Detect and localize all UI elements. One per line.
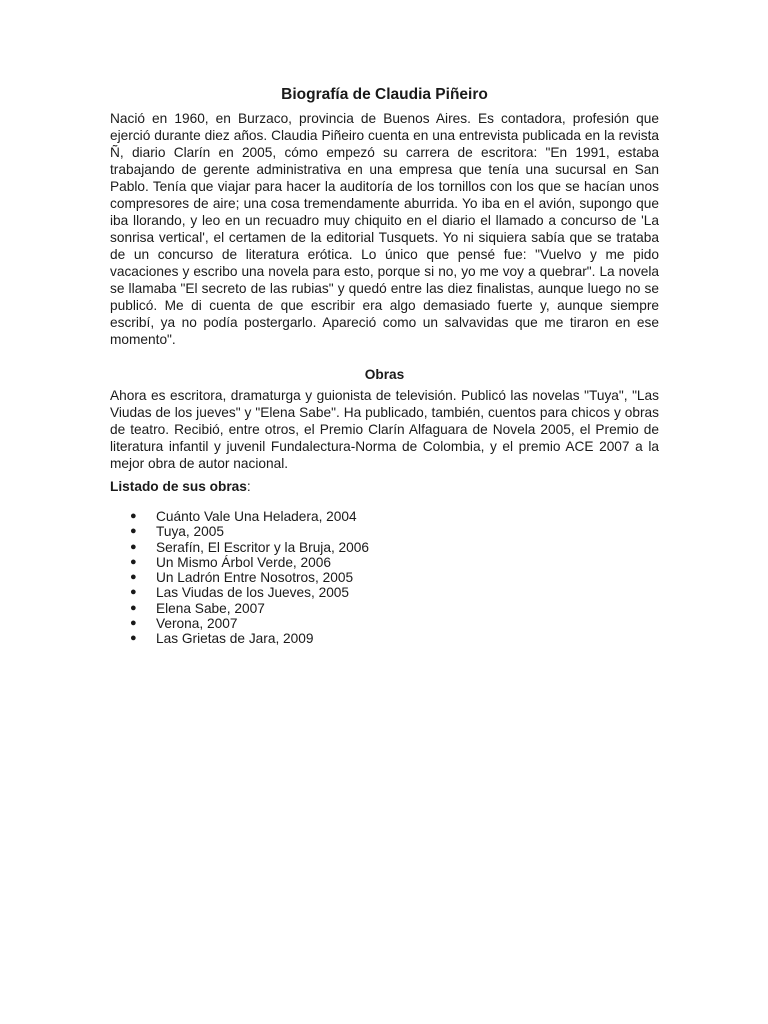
works-list-heading-label: Listado de sus obras [110, 479, 247, 494]
work-title: Las Grietas de Jara, 2009 [156, 631, 314, 647]
document-title: Biografía de Claudia Piñeiro [281, 86, 488, 103]
list-item [110, 524, 659, 539]
works-list-heading [110, 478, 659, 495]
list-item [110, 509, 659, 524]
work-title: Verona, 2007 [156, 616, 238, 632]
document-page [110, 86, 659, 647]
list-item [110, 585, 659, 600]
work-title: Serafín, El Escritor y la Bruja, 2006 [156, 539, 370, 555]
bullet-icon: ● [130, 571, 137, 584]
bullet-icon: ● [130, 617, 137, 630]
bullet-icon: ● [130, 510, 137, 522]
obras-paragraph: Ahora es escritora, dramaturga y guionista de televisión. Publicó las novelas "Tuya", "Las Viudas de los jueves" y "Elena Sabe". Ha publicado, también, cuentos para chicos y obras de teatro. Recibió, entre otros, el Premio Clarín Alfaguara de Novela 2005, el Premio de literatura infantil y juvenil Fundalectura-Norma de Colombia, y el premio ACE 2007 a la mejor obra de autor nacional. [110, 388, 659, 471]
list-item [110, 555, 659, 570]
works-list [110, 509, 659, 647]
work-title: Un Mismo Árbol Verde, 2006 [156, 554, 331, 570]
work-title: Las Viudas de los Jueves, 2005 [156, 585, 350, 601]
work-title: Cuánto Vale Una Heladera, 2004 [156, 509, 357, 524]
work-title: Un Ladrón Entre Nosotros, 2005 [156, 570, 354, 586]
list-item [110, 616, 659, 631]
work-title: Tuya, 2005 [156, 524, 224, 540]
work-title: Elena Sabe, 2007 [156, 600, 265, 616]
list-item [110, 631, 659, 646]
bullet-icon: ● [130, 540, 137, 553]
bullet-icon: ● [130, 632, 137, 645]
list-item [110, 540, 659, 555]
bullet-icon: ● [130, 601, 137, 614]
list-item [110, 601, 659, 616]
works-list-heading-colon: : [246, 479, 251, 494]
biography-paragraph: Nació en 1960, en Burzaco, provincia de Buenos Aires. Es contadora, profesión que ejerció durante diez años. Claudia Piñeiro cuenta en una entrevista publicada en la revista Ñ, diario Clarín en 2005, cómo empezó su carrera de escritora: "En 1991, estaba trabajando de gerente administrativa en una empresa que tenía una sucursal en San Pablo. Tenía que viajar para hacer la auditoría de los tornillos con los que se hacían unos compresores de aire; una cosa tremendamente aburrida. Yo iba en el avión, supongo que iba llorando, y leo en un recuadro muy chiquito en el diario el llamado a concurso de 'La sonrisa vertical', el certamen de la editorial Tusquets. Yo ni siquiera sabía que se trataba de un concurso de literatura erótica. Lo único que pensé fue: "Vuelvo y me pido vacaciones y escribo una novela para esto, porque si no, yo me voy a quebrar". La novela se llamaba "El secreto de las rubias" y quedó entre las diez finalistas, aunque luego no se publicó. Me di cuenta de que escribir era algo demasiado fuerte y, aunque siempre escribí, ya no podía postergarlo. Apareció como un salvavidas que me tiraron en ese momento". [110, 111, 659, 347]
list-item [110, 570, 659, 585]
bullet-icon: ● [130, 525, 137, 538]
bullet-icon: ● [130, 555, 137, 568]
bullet-icon: ● [130, 586, 137, 599]
obras-heading: Obras [364, 367, 405, 382]
